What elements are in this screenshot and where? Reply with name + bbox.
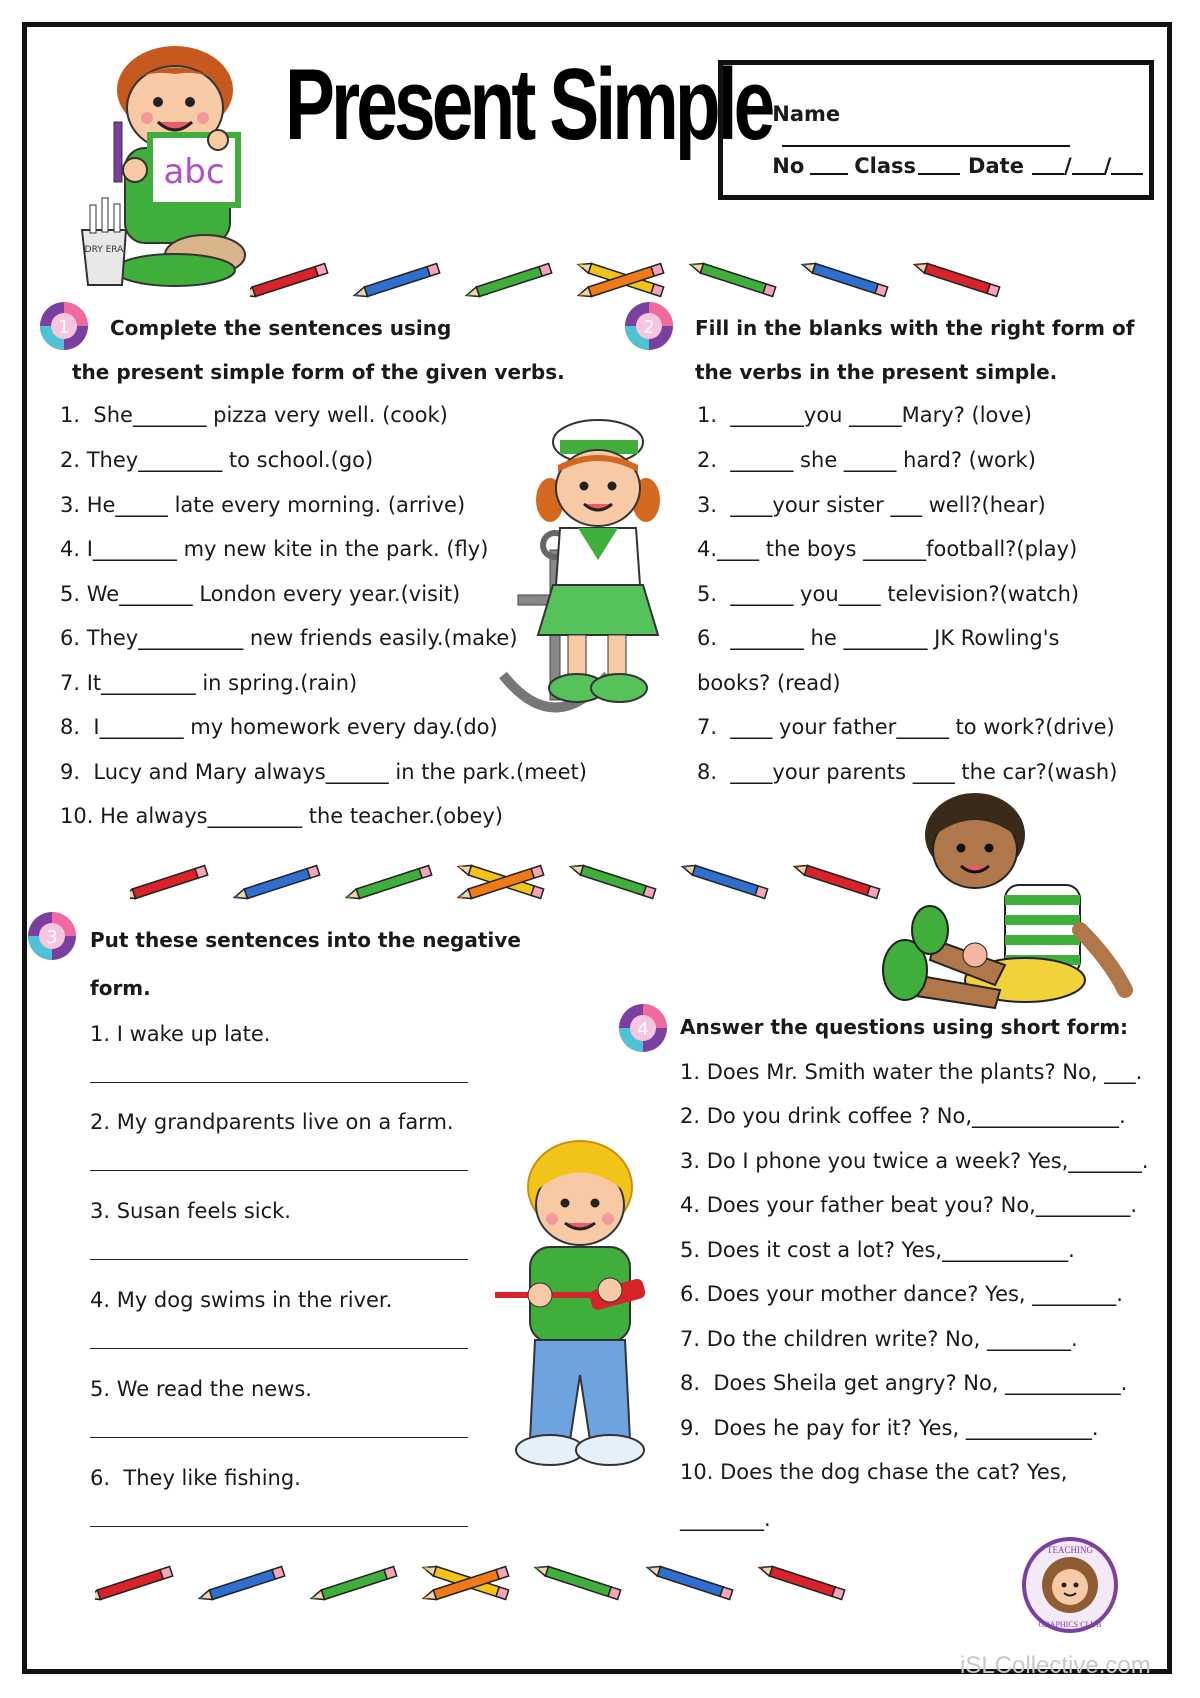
exercise-item: 8. I________ my homework every day.(do) [60, 715, 498, 739]
section-3-heading-line2: form. [90, 976, 151, 1000]
pencil-red-icon [793, 862, 880, 899]
class-label: Class [854, 154, 917, 178]
pencil-blue-icon [646, 1563, 733, 1600]
exercise-item: 1. I wake up late. [90, 1022, 271, 1046]
section-4-heading: Answer the questions using short form: [680, 1015, 1129, 1039]
exercise-item: 3. Do I phone you twice a week? Yes,_______. [680, 1149, 1149, 1173]
answer-line[interactable] [90, 1082, 468, 1083]
no-label: No [772, 154, 805, 178]
pencil-red-icon [913, 260, 1000, 297]
exercise-item: 1. _______you _____Mary? (love) [697, 403, 1032, 427]
exercise-item: 5. We read the news. [90, 1377, 312, 1401]
exercise-item: 3. ____your sister ___ well?(hear) [697, 493, 1046, 517]
section-2-badge [623, 300, 675, 352]
exercise-item: 6. They__________ new friends easily.(make) [60, 626, 518, 650]
section-3-number: 3 [46, 927, 58, 948]
exercise-item: 4.____ the boys ______football?(play) [697, 537, 1078, 561]
exercise-item: 7. ____ your father_____ to work?(drive) [697, 715, 1115, 739]
pencil-red-icon [95, 1567, 173, 1604]
board-text: abc [163, 152, 225, 192]
teaching-graphics-club-logo [1020, 1535, 1120, 1635]
pencil-green-icon [569, 862, 656, 899]
student-info-box [718, 60, 1154, 200]
pencil-green-icon [345, 866, 432, 903]
section-1-heading-line1: Complete the sentences using [110, 316, 452, 340]
exercise-item: 2. They________ to school.(go) [60, 448, 374, 472]
answer-line[interactable] [90, 1170, 468, 1171]
date-year-field[interactable] [1111, 173, 1143, 175]
no-class-date-row: No Class Date / / [743, 130, 1143, 202]
exercise-item: 2. My grandparents live on a farm. [90, 1110, 454, 1134]
logo-top-text: TEACHING [1047, 1545, 1093, 1555]
section-3-heading-line1: Put these sentences into the negative [90, 928, 521, 952]
section-4-badge [617, 1002, 669, 1054]
exercise-item: 4. I________ my new kite in the park. (fly) [60, 537, 489, 561]
exercise-item: 8. Does Sheila get angry? No, ___________. [680, 1371, 1128, 1395]
exercise-item: 6. Does your mother dance? Yes, ________. [680, 1282, 1123, 1306]
section-4-number: 4 [637, 1019, 649, 1040]
pencil-blue-icon [198, 1567, 285, 1604]
pencil-blue-icon [233, 866, 320, 903]
exercise-item: 4. My dog swims in the river. [90, 1288, 393, 1312]
exercise-item: 9. Does he pay for it? Yes, ____________. [680, 1416, 1099, 1440]
exercise-item: 5. We_______ London every year.(visit) [60, 582, 461, 606]
section-2-number: 2 [643, 317, 655, 338]
exercise-item: books? (read) [697, 671, 841, 695]
answer-line[interactable] [90, 1437, 468, 1438]
section-2-heading-line1: Fill in the blanks with the right form of [695, 316, 1135, 340]
section-3-badge [26, 910, 78, 962]
exercise-item: 3. He_____ late every morning. (arrive) [60, 493, 466, 517]
section-1-heading-line2: the present simple form of the given verbs. [72, 360, 565, 384]
exercise-item: ________. [680, 1507, 771, 1531]
sailor-girl-illustration [498, 410, 673, 730]
exercise-item: 5. Does it cost a lot? Yes,____________. [680, 1238, 1075, 1262]
exercise-item: 6. _______ he ________ JK Rowling's [697, 626, 1060, 650]
pencil-green-icon [465, 264, 552, 301]
watermark: iSLCollective.com [960, 1652, 1151, 1679]
exercise-item: 4. Does your father beat you? No,_________. [680, 1193, 1138, 1217]
exercise-item: 2. Do you drink coffee ? No,______________. [680, 1104, 1126, 1128]
pencil-red-icon [130, 866, 208, 903]
date-month-field[interactable] [1072, 173, 1104, 175]
logo-bottom-text: GRAPHICS CLUB [1038, 1620, 1102, 1629]
pencil-divider-middle [130, 852, 990, 912]
pencil-green-icon [689, 260, 776, 297]
date-label: Date [968, 154, 1024, 178]
exercise-item: 5. ______ you____ television?(watch) [697, 582, 1080, 606]
exercise-item: 8. ____your parents ____ the car?(wash) [697, 760, 1118, 784]
pencil-red-icon [758, 1563, 845, 1600]
exercise-item: 1. Does Mr. Smith water the plants? No, ___. [680, 1060, 1143, 1084]
pencil-green-icon [534, 1563, 621, 1600]
pencil-divider-top [250, 250, 1110, 310]
section-1-number: 1 [58, 317, 70, 338]
answer-line[interactable] [90, 1259, 468, 1260]
exercise-item: 10. Does the dog chase the cat? Yes, [680, 1460, 1068, 1484]
exercise-item: 2. ______ she _____ hard? (work) [697, 448, 1036, 472]
exercise-item: 10. He always_________ the teacher.(obey) [60, 804, 503, 828]
name-label: Name [772, 102, 841, 126]
pencil-divider-bottom [95, 1553, 955, 1613]
pencil-green-icon [310, 1567, 397, 1604]
exercise-item: 6. They like fishing. [90, 1466, 301, 1490]
answer-line[interactable] [90, 1526, 468, 1527]
pencil-blue-icon [801, 260, 888, 297]
exercise-item: 1. She_______ pizza very well. (cook) [60, 403, 448, 427]
exercise-item: 7. Do the children write? No, ________. [680, 1327, 1078, 1351]
boy-with-board-illustration [80, 40, 270, 295]
no-field[interactable] [810, 173, 848, 175]
answer-line[interactable] [90, 1348, 468, 1349]
exercise-item: 9. Lucy and Mary always______ in the park.(meet) [60, 760, 587, 784]
pencil-blue-icon [353, 264, 440, 301]
section-2-heading-line2: the verbs in the present simple. [695, 360, 1058, 384]
date-day-field[interactable] [1032, 173, 1064, 175]
exercise-item: 7. It_________ in spring.(rain) [60, 671, 358, 695]
class-field[interactable] [918, 173, 960, 175]
pencil-blue-icon [681, 862, 768, 899]
pencil-red-icon [250, 264, 328, 301]
sitting-boy-illustration [875, 790, 1135, 1015]
section-1-badge [38, 300, 90, 352]
worksheet-title: Present Simple [285, 48, 772, 162]
marker-cup-label: DRY ERA [84, 245, 124, 255]
exercise-item: 3. Susan feels sick. [90, 1199, 291, 1223]
boy-brushing-teeth-illustration [495, 1135, 665, 1470]
